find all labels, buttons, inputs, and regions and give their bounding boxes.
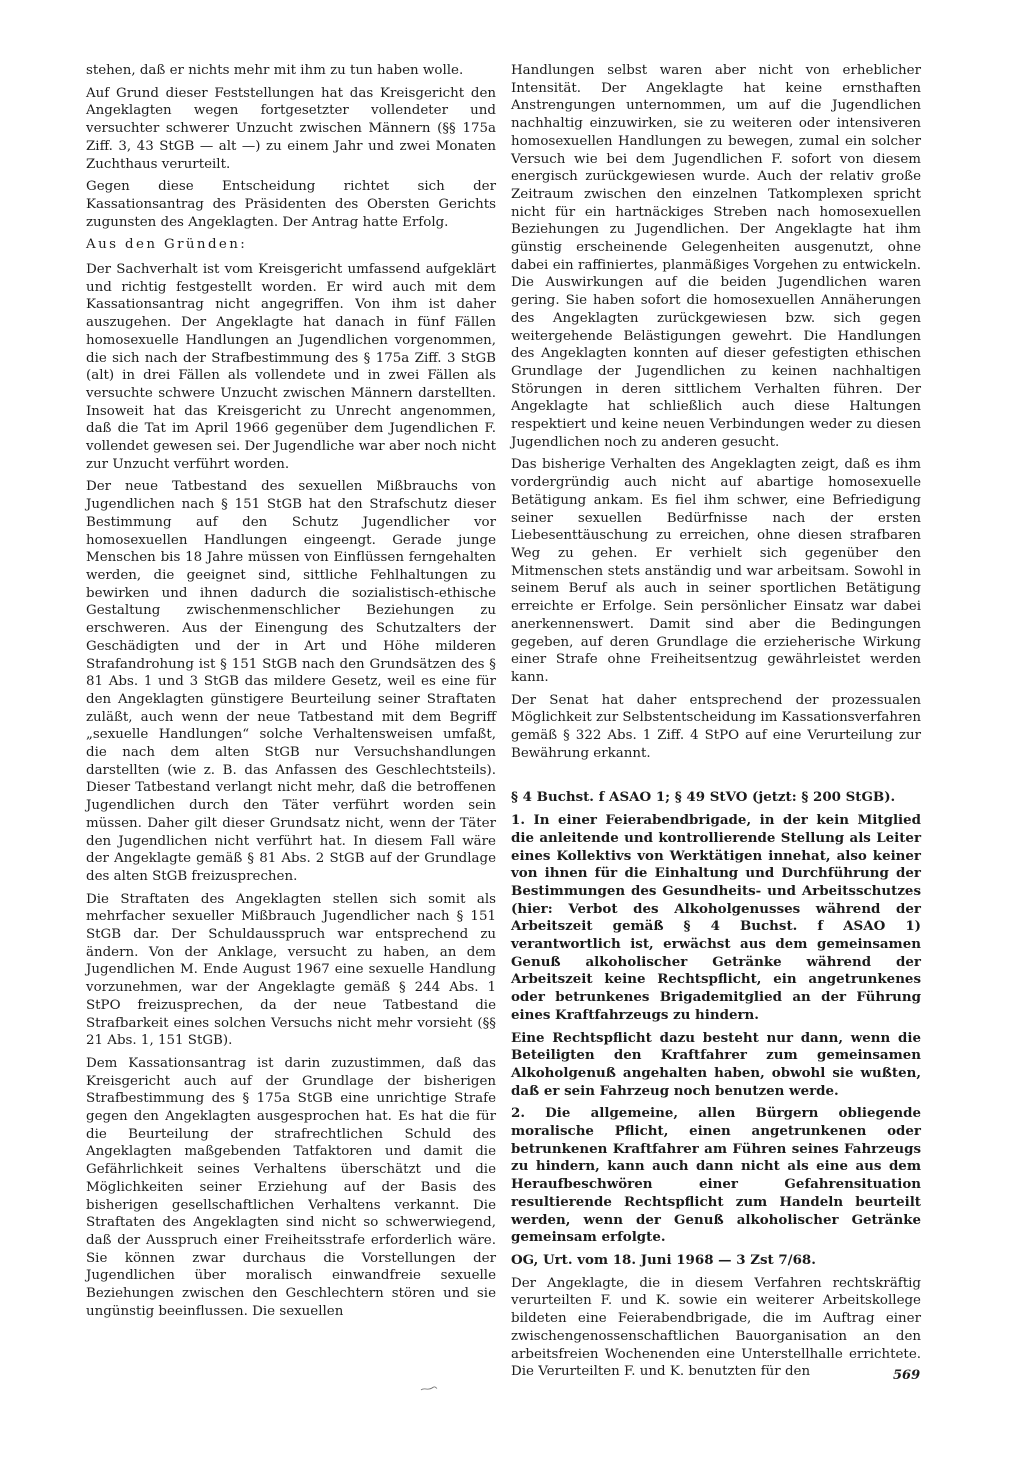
paragraph: Der Sachverhalt ist vom Kreisgericht umfassend aufgeklärt und richtig festgestellt worden. Er wird auch mit dem Kassationsantrag nicht angegriffen. Von ihm ist daher auszugehen. Der Angeklagte hat danach in fünf Fällen homosexuelle Handlungen an Jugendlichen vorgenommen, die sich nach der Strafbestimmung des § 175a Ziff. 3 StGB (alt) in drei Fällen als vollendete und in zwei Fällen als versuchte schwere Unzucht zwischen Männern darstellten. Insoweit hat das Kreisgericht zu Unrecht angenommen, daß die Tat im April 1966 gegenüber dem Jugendlichen F. vollendet gewesen sei. Der Jugendliche war aber noch nicht zur Unzucht verführt worden. (86, 262, 496, 472)
headnote-paragraph: 1. In einer Feierabendbrigade, in der kein Mitglied die anleitende und kontrollierende Stellung als Leiter eines Kollektivs von Werktätigen innehat, also keiner von ihnen für die Einhaltung und Durchführung der Bestimmungen des Gesundheits- und Arbeitsschutzes (hier: Verbot des Alkoholgenusses während der Arbeitszeit gemäß § 4 Buchst. f ASAO 1) verantwortlich ist, erwächst aus dem gemeinsamen Genuß alkoholischer Getränke während der Arbeitszeit keine Rechtspflicht, ein angetrunkenes oder betrunkenes Brigademitglied an der Führung eines Kraftfahrzeugs zu hindern. (511, 812, 921, 1023)
headnote-paragraph: Eine Rechtspflicht dazu besteht nur dann, wenn die Beteiligten den Kraftfahrer zum gemeinsamen Alkoholgenuß angehalten haben, obwohl sie wußten, daß er sein Fahrzeug noch benutzen werde. (511, 1029, 921, 1099)
paragraph: Das bisherige Verhalten des Angeklagten zeigt, daß es ihm vordergründig auch nicht auf abartige homosexuelle Betätigung ankam. Es fiel ihm schwer, eine Befriedigung seiner sexuellen Bedürfnisse nach der ersten Liebesenttäuschung zu erreichen, ohne diesen strafbaren Weg zu gehen. Er verhielt sich gegenüber den Mitmenschen stets anständig und war arbeitsam. Sowohl in seinem Beruf als auch in seiner sportlichen Betätigung erreichte er Erfolge. Sein persönlicher Einsatz war dabei anerkennenswert. Damit sind aber die Bedingungen gegeben, auf deren Grundlage die erzieherische Wirkung einer Strafe ohne Freiheitsentzug gewährleistet werden kann. (511, 457, 921, 685)
decision-reference: OG, Urt. vom 18. Juni 1968 — 3 Zst 7/68. (511, 1252, 816, 1268)
paragraph: Auf Grund dieser Feststellungen hat das Kreisgericht den Angeklagten wegen fortgesetzter vollendeter und versuchter schwerer Unzucht zwischen Männern (§§ 175a Ziff. 3, 43 StGB — alt —) zu einem Jahr und zwei Monaten Zuchthaus verurteilt. (86, 85, 496, 172)
right-column (511, 62, 921, 1386)
page-number: 569 (893, 1368, 921, 1383)
section-heading: Aus den Gründen: (86, 237, 248, 253)
paragraph: Der Angeklagte, die in diesem Verfahren rechtskräftig verurteilten F. und K. sowie ein weiterer Arbeitskollege bildeten eine Feierabendbrigade, die im Auftrag einer zwischengenossenschaftlichen Bauorganisation an den arbeitsfreien Wochenenden eine Unterstellhalle errichtete. Die Verurteilten F. und K. benutzten für den (511, 1275, 921, 1380)
paragraph: Der neue Tatbestand des sexuellen Mißbrauchs von Jugendlichen nach § 151 StGB hat den Strafschutz dieser Bestimmung auf den Schutz Jugendlicher vor homosexuellen Handlungen eingeengt. Gerade junge Menschen bis 18 Jahre müssen von Einflüssen ferngehalten werden, die geeignet sind, sittliche Fehlhaltungen zu bewirken und ihnen dadurch die sozialistisch-ethische Gestaltung zwischenmenschlicher Beziehungen zu erschweren. Aus der Einengung des Schutzalters der Geschädigten und der in Art und Höhe milderen Strafandrohung ist § 151 StGB nach den Grundsätzen des § 81 Abs. 1 und 3 StGB das mildere Gesetz, weil es eine für den Angeklagten günstigere Beurteilung seiner Straftaten zuläßt, auch wenn der neue Tatbestand mit dem Begriff „sexuelle Handlungen“ solche Verhaltensweisen umfaßt, die nach dem alten StGB nur Versuchshandlungen darstellten (wie z. B. das Anfassen des Geschlechtsteils). Dieser Tatbestand verlangt nicht mehr, daß die betroffenen Jugendlichen durch den Täter verführt worden sein müssen. Daher gilt dieser Grundsatz nicht, wenn der Täter den Jugendlichen nicht verführt hat. In diesem Fall wäre der Angeklagte gemäß § 81 Abs. 2 StGB auf der Grundlage des alten StGB freizusprechen. (86, 479, 496, 884)
headnote-paragraph: 2. Die allgemeine, allen Bürgern obliegende moralische Pflicht, einen angetrunkenen oder betrunkenen Kraftfahrer am Führen seines Fahrzeugs zu hindern, kann auch dann nicht als eine aus dem Heraufbeschwören einer Gefahrensituation resultierende Rechtspflicht zum Handeln beurteilt werden, wenn der Genuß alkoholischer Getränke gemeinsam erfolgte. (511, 1105, 921, 1246)
left-column (86, 62, 496, 1326)
paragraph: Der Senat hat daher entsprechend der prozessualen Möglichkeit zur Selbstentscheidung im Kassationsverfahren gemäß § 322 Abs. 1 Ziff. 4 StPO auf eine Verurteilung zur Bewährung erkannt. (511, 692, 921, 761)
paragraph: Die Straftaten des Angeklagten stellen sich somit als mehrfacher sexueller Mißbrauch Jugendlicher nach § 151 StGB dar. Der Schuldausspruch war entsprechend zu ändern. Von der Anklage, versucht zu haben, an dem Jugendlichen M. Ende August 1967 eine sexuelle Handlung vorzunehmen, war der Angeklagte gemäß § 244 Abs. 1 StPO freizusprechen, da der neue Tatbestand die Strafbarkeit eines solchen Versuchs nicht mehr vorsieht (§§ 21 Abs. 1, 151 StGB). (86, 891, 496, 1049)
scan-artifact-mark (420, 1386, 438, 1392)
paragraph: Handlungen selbst waren aber nicht von erheblicher Intensität. Der Angeklagte hat keine ernsthaften Anstrengungen unternommen, um auf die Jugendlichen nachhaltig einzuwirken, sie zu weiteren oder intensiveren homosexuellen Handlungen zu bewegen, zumal ein solcher Versuch wie bei dem Jugendlichen F. sofort von diesem energisch zurückgewiesen wurde. Auch der relativ große Zeitraum zwischen den einzelnen Tatkomplexen spricht nicht für ein hartnäckiges Streben nach homosexuellen Beziehungen zu Jugendlichen. Der Angeklagte hat ihm günstig erscheinende Gelegenheiten ausgenutzt, ohne dabei ein raffiniertes, planmäßiges Vorgehen zu entwickeln. Die Auswirkungen auf die beiden Jugendlichen waren gering. Sie haben sofort die homosexuellen Annäherungen des Angeklagten zurückgewiesen bzw. sich gegen weitergehende Belästigungen gewehrt. Die Handlungen des Angeklagten konnten auf dieser gefestigten ethischen Grundlage der Jugendlichen zu keinen nachhaltigen Störungen in deren sittlichem Verhalten führen. Der Angeklagte hat schließlich auch diese Haltungen respektiert und keine neuen Verbindungen weder zu diesen Jugendlichen noch zu anderen gesucht. (511, 63, 921, 450)
headnote-citation: § 4 Buchst. f ASAO 1; § 49 StVO (jetzt: § 200 StGB). (511, 789, 896, 806)
paragraph: Gegen diese Entscheidung richtet sich der Kassationsantrag des Präsidenten des Obersten Gerichts zugunsten des Angeklagten. Der Antrag hatte Erfolg. (86, 179, 496, 230)
section-gap (511, 767, 921, 789)
paragraph: Dem Kassationsantrag ist darin zuzustimmen, daß das Kreisgericht auch auf der Grundlage der bisherigen Strafbestimmung des § 175a StGB eine unrichtige Strafe gegen den Angeklagten ausgesprochen hat. Es hat die für die Beurteilung der strafrechtlichen Schuld des Angeklagten maßgebenden Tatfaktoren und damit die Gefährlichkeit seines Verhaltens überschätzt und die Möglichkeiten seiner Erziehung auf der Basis des bisherigen gesellschaftlichen Verhaltens verkannt. Die Straftaten des Angeklagten sind nicht so schwerwiegend, daß der Ausspruch einer Freiheitsstrafe erforderlich wäre. Sie können zwar durchaus die Vorstellungen der Jugendlichen über moralisch einwandfreie sexuelle Beziehungen zwischen den Geschlechtern stören und sie ungünstig beeinflussen. Die sexuellen (86, 1055, 496, 1319)
paragraph: stehen, daß er nichts mehr mit ihm zu tun haben wolle. (86, 63, 464, 78)
